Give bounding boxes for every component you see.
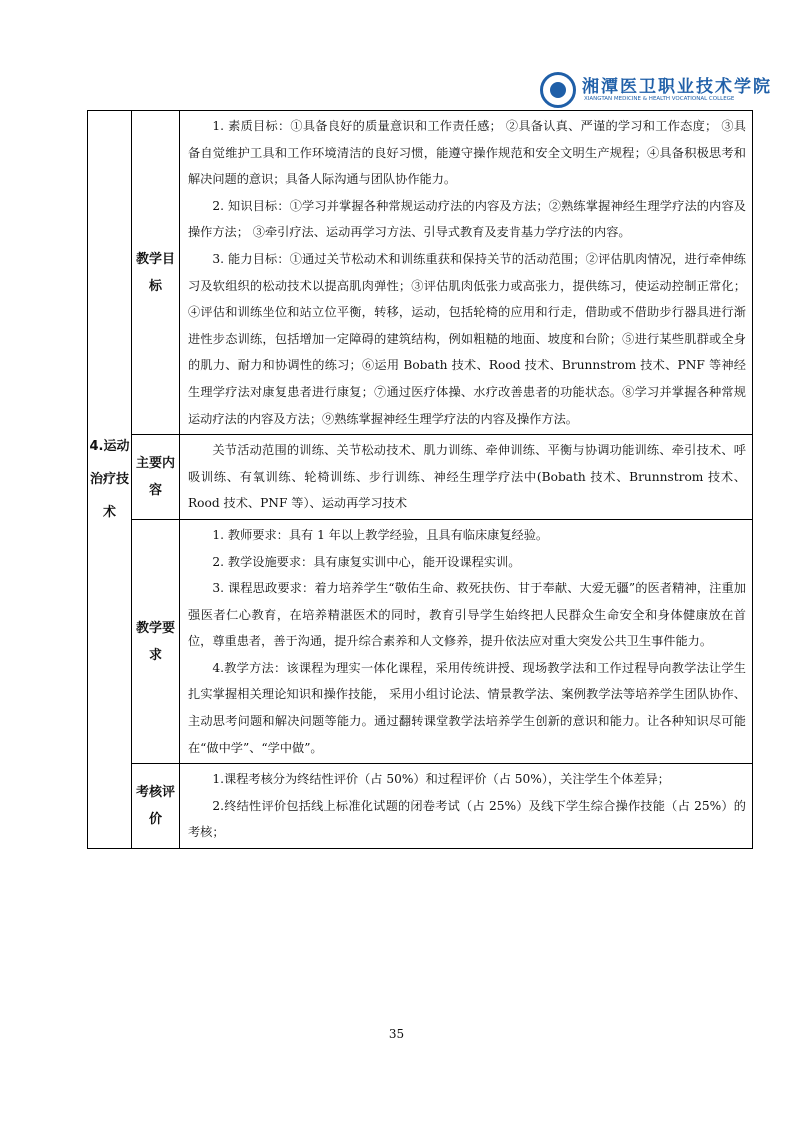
requirements-paragraph: 4.教学方法：该课程为理实一体化课程，采用传统讲授、现场教学法和工作过程导向教学法让学生扎实掌握相关理论知识和操作技能， 采用小组讨论法、情景教学法、案例教学法等培养学生团队协作、主动思考问题和解决问题等能力。通过翻转课堂教学法培养学生创新的意识和能力。让各种知识尽可能在“做中学”、“学中做”。	[188, 660, 746, 755]
college-logo	[540, 70, 772, 114]
objectives-text	[180, 111, 753, 435]
objectives-row	[88, 111, 753, 435]
requirements-paragraph: 3. 课程思政要求：着力培养学生“敬佑生命、救死扶伤、甘于奉献、大爱无疆”的医者精神，注重加强医者仁心教育，在培养精湛医术的同时，教育引导学生始终把人民群众生命安全和身体健康放在首位，尊重患者，善于沟通，提升综合素养和人文修养，提升依法应对重大突发公共卫生事件能力。	[188, 581, 746, 649]
requirements-label: 教学要求	[132, 519, 180, 763]
objectives-paragraph: 1. 素质目标：①具备良好的质量意识和工作责任感； ②具备认真、严谨的学习和工作态度； ③具备自觉维护工具和工作环境清洁的良好习惯，能遵守操作规范和安全文明生产规程；④具备积极思考和解决问题的意识；具备人际沟通与团队协作能力。	[188, 119, 746, 187]
course-table	[87, 110, 753, 849]
assessment-label: 考核评价	[132, 764, 180, 849]
assessment-paragraph: 2.终结性评价包括线上标准化试题的闭卷考试（占 25%）及线下学生综合操作技能（占 25%）的考核；	[188, 798, 746, 840]
assessment-paragraph: 1.课程考核分为终结性评价（占 50%）和过程评价（占 50%），关注学生个体差异；	[212, 772, 670, 787]
requirements-row	[88, 519, 753, 763]
college-emblem-icon	[540, 72, 576, 108]
logo-chinese-name: 湘潭医卫职业技术学院	[582, 77, 772, 97]
requirements-paragraph: 1. 教师要求：具有 1 年以上教学经验，且具有临床康复经验。	[212, 527, 549, 542]
content-text	[180, 435, 753, 520]
assessment-row	[88, 764, 753, 849]
requirements-text	[180, 519, 753, 763]
requirements-paragraph: 2. 教学设施要求：具有康复实训中心，能开设课程实训。	[212, 554, 521, 569]
content-row	[88, 435, 753, 520]
objectives-paragraph: 2. 知识目标：①学习并掌握各种常规运动疗法的内容及方法；②熟练掌握神经生理学疗法的内容及操作方法； ③牵引疗法、运动再学习方法、引导式教育及麦肯基力学疗法的内容。	[188, 198, 746, 240]
course-name-cell: 4.运动治疗技术	[88, 111, 132, 849]
assessment-text	[180, 764, 753, 849]
objectives-label: 教学目标	[132, 111, 180, 435]
logo-english-name: XIANGTAN MEDICINE & HEALTH VOCATIONAL COLLEGE	[584, 96, 735, 102]
content-paragraph: 关节活动范围的训练、关节松动技术、肌力训练、牵伸训练、平衡与协调功能训练、牵引技术、呼吸训练、有氧训练、轮椅训练、步行训练、神经生理学疗法中(Bobath 技术、Brunnstrom 技术、Rood 技术、PNF 等）、运动再学习技术	[188, 443, 746, 511]
content-label: 主要内容	[132, 435, 180, 520]
objectives-paragraph: 3. 能力目标：①通过关节松动术和训练重获和保持关节的活动范围；②评估肌肉情况，进行牵伸练习及软组织的松动技术以提高肌肉弹性；③评估肌肉低张力或高张力，提供练习，使运动控制正常化；④评估和训练坐位和站立位平衡，转移，运动，包括轮椅的应用和行走，借助或不借助步行器具进行渐进性步态训练，包括增加一定障碍的建筑结构，例如粗糙的地面、坡度和台阶；⑤进行某些肌群或全身的肌力、耐力和协调性的练习；⑥运用 Bobath 技术、Rood 技术、Brunnstrom 技术、PNF 等神经生理学疗法对康复患者进行康复；⑦通过医疗体操、水疗改善患者的功能状态。⑧学习并掌握各种常规运动疗法的内容及方法；⑨熟练掌握神经生理学疗法的内容及操作方法。	[188, 251, 746, 426]
page-number: 35	[388, 1027, 405, 1041]
